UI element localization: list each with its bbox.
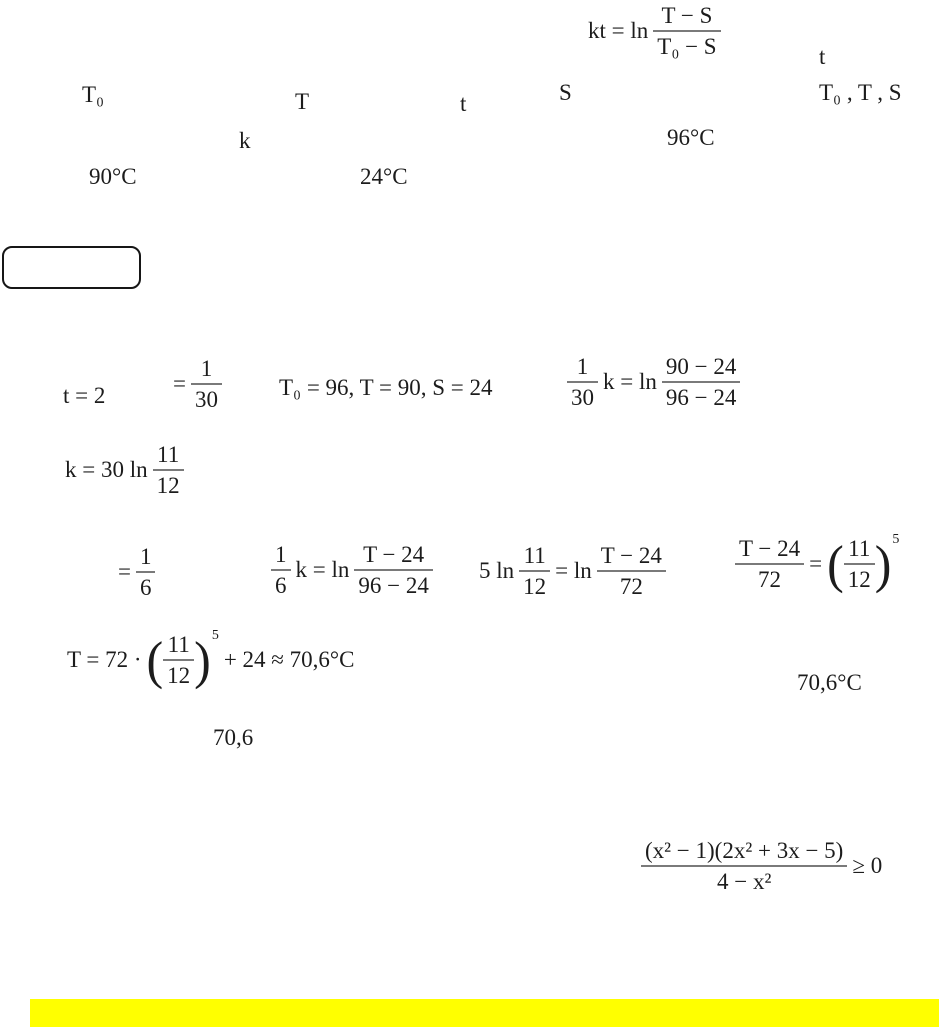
solution-final-T [67, 628, 355, 690]
fraction-numerator: 1 [271, 541, 291, 571]
formula-lhs: k = 30 ln [65, 457, 148, 483]
formula-lhs: 5 ln [479, 558, 515, 584]
fraction [844, 535, 875, 593]
variable-S: S [559, 80, 572, 105]
temperature-90: 90°C [89, 164, 137, 189]
fraction-denominator: 72 [619, 574, 643, 600]
fraction-denominator: 30 [194, 387, 218, 413]
variable-k: k [239, 128, 251, 153]
solution-ratio-equation [735, 532, 900, 594]
fraction [641, 837, 847, 895]
fraction [662, 353, 740, 411]
left-paren: ( [146, 630, 164, 690]
fraction [653, 2, 720, 60]
fraction-numerator: 11 [844, 535, 875, 565]
fraction-numerator: 1 [567, 353, 598, 383]
solution-T-equation [271, 541, 433, 599]
variable-t-top: t [819, 44, 826, 69]
variable-t-mid: t [460, 91, 467, 116]
temperature-96: 96°C [667, 125, 715, 150]
fraction [153, 441, 184, 499]
fraction [163, 631, 194, 689]
formula-newton-cooling [588, 2, 721, 60]
temperature-24: 24°C [360, 164, 408, 189]
fraction-numerator: 1 [191, 355, 222, 385]
parenthesized-power [146, 628, 219, 690]
formula-mid: k = ln [295, 557, 350, 583]
fraction-denominator: 6 [139, 575, 152, 601]
fraction-denominator: 12 [167, 663, 191, 689]
fraction-denominator: 72 [758, 567, 782, 593]
fraction-denominator: 30 [571, 385, 594, 411]
fraction [735, 535, 804, 593]
fraction-numerator: 1 [136, 543, 156, 573]
solution-k-value [65, 441, 184, 499]
formula-mid: k = ln [603, 369, 657, 395]
answer-value: 70,6 [213, 725, 254, 750]
solution-k-equation [567, 353, 740, 411]
solution-rate-one-thirtieth [173, 355, 222, 413]
fraction [567, 353, 598, 411]
parenthesized-power [827, 532, 900, 594]
fraction-denominator: 12 [156, 473, 180, 499]
fraction-denominator: T₀ − S [657, 34, 717, 60]
fraction-numerator: T − 24 [354, 541, 432, 571]
answer-box [2, 246, 141, 289]
fraction-numerator: T − 24 [597, 542, 666, 572]
fraction-denominator: 96 − 24 [358, 573, 429, 599]
inequality-formula [641, 837, 882, 895]
fraction [519, 542, 550, 600]
equals-sign: = [118, 559, 131, 585]
fraction-numerator: 11 [153, 441, 184, 471]
fraction [354, 541, 432, 599]
left-paren: ( [827, 534, 844, 594]
fraction-numerator: 90 − 24 [662, 353, 740, 383]
solution-t-equals-2: t = 2 [63, 383, 106, 408]
exponent: 5 [892, 532, 900, 547]
formula-mid: = ln [555, 558, 592, 584]
equals-sign: = [173, 371, 186, 397]
formula-lhs: kt = ln [588, 18, 649, 44]
solution-five-ln-equation [479, 542, 666, 600]
fraction-numerator: T − 24 [735, 535, 804, 565]
fraction [597, 542, 666, 600]
right-paren: ) [194, 630, 211, 690]
exponent: 5 [211, 628, 219, 643]
inequality-relation: ≥ 0 [852, 853, 883, 879]
variable-list-T0-T-S: T₀ , T , S [819, 80, 902, 105]
variable-T0: T₀ [82, 82, 105, 107]
fraction-denominator: 4 − x² [716, 869, 772, 895]
variable-T: T [295, 89, 310, 114]
fraction-numerator: T − S [653, 2, 720, 32]
fraction-numerator: 11 [163, 631, 194, 661]
fraction [271, 541, 291, 599]
equals-sign: = [809, 551, 823, 577]
answer-temperature-right: 70,6°C [797, 670, 862, 695]
fraction-denominator: 6 [275, 573, 287, 599]
formula-rhs: + 24 ≈ 70,6°C [223, 647, 355, 673]
fraction-denominator: 96 − 24 [665, 385, 737, 411]
fraction-numerator: 11 [519, 542, 550, 572]
fraction-denominator: 12 [523, 574, 547, 600]
formula-lhs: T = 72 · [67, 647, 142, 673]
fraction-denominator: 12 [847, 567, 871, 593]
solution-substitution: T₀ = 96, T = 90, S = 24 [279, 375, 493, 400]
highlight-bar [30, 999, 939, 1027]
solution-rate-one-sixth [118, 543, 155, 601]
fraction-numerator: (x² − 1)(2x² + 3x − 5) [641, 837, 847, 867]
right-paren: ) [874, 534, 892, 594]
fraction [136, 543, 156, 601]
fraction [191, 355, 222, 413]
